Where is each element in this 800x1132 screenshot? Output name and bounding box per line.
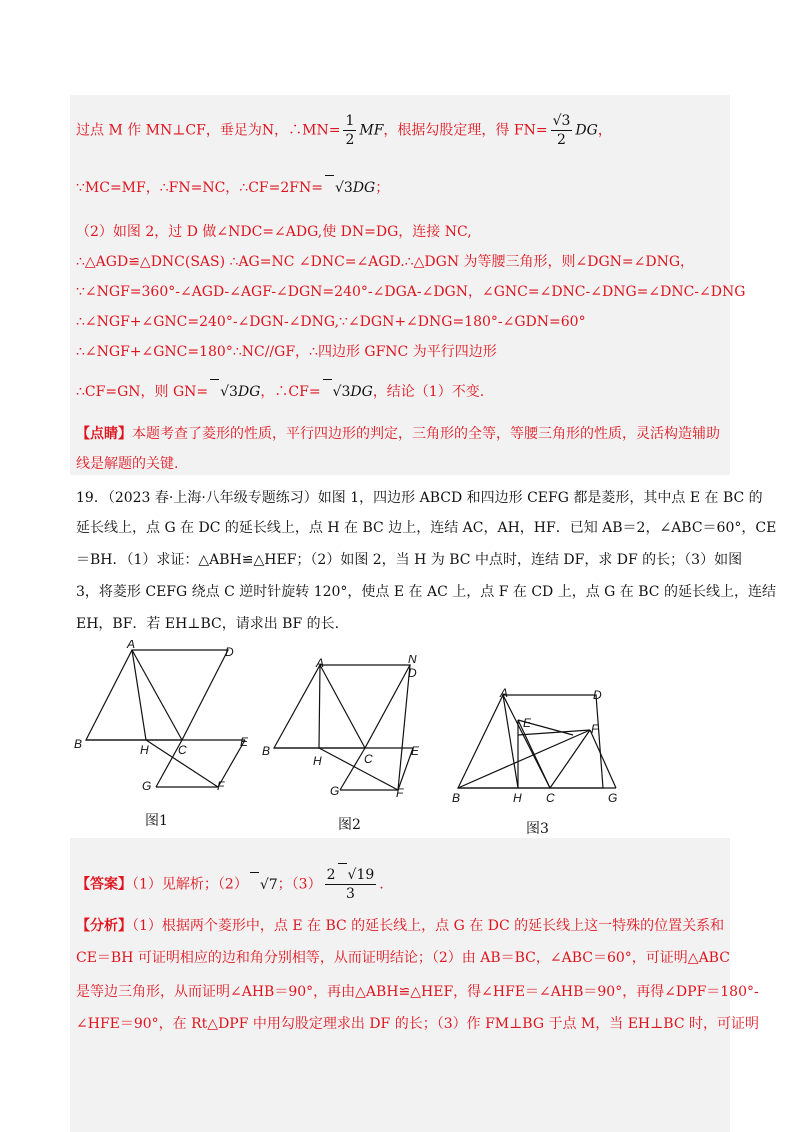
label: D <box>225 645 234 659</box>
sqrt: √3 <box>325 178 353 198</box>
text: （1）根据两个菱形中，点 E 在 BC 的延长线上，点 G 在 DC 的延长线上这一特殊的位置关系和 <box>132 918 725 934</box>
label: A <box>127 640 136 651</box>
problem-line-2: 延长线上，点 G 在 DC 的延长线上，点 H 在 BC 边上，连结 AC，AH，HF．已知 AB＝2，∠ABC＝60°，CE <box>76 520 777 536</box>
label: E <box>411 744 420 758</box>
label: A <box>316 656 325 670</box>
figure-1 <box>70 640 260 800</box>
label: C <box>364 752 373 766</box>
analysis-line-3: 是等边三角形，从而证明∠AHB＝90°，再由△ABH≌△HEF，得∠HFE＝∠AHB＝90°，再得∠DPF＝180°- <box>76 984 759 1000</box>
numerator: 1 <box>345 113 355 129</box>
text: ； <box>375 180 390 196</box>
problem-line-3: ＝BH．（1）求证：△ABH≌△HEF；（2）如图 2，当 H 为 BC 中点时，连结 DF，求 DF 的长；（3）如图 <box>76 552 743 568</box>
solution-line-6: ∴∠NGF+∠GNC=240°-∠DGN-∠DNG,∵∠DGN+∠DNG=180°-∠GDN=60° <box>76 314 586 330</box>
figure-3 <box>448 685 628 810</box>
denominator: 2 <box>557 132 566 148</box>
label: G <box>608 791 618 805</box>
analysis-line-4: ∠HFE＝90°，在 Rt△DPF 中用勾股定理求出 DF 的长；（3）作 FM⊥BG 于点 M，当 EH⊥BC 时，可证明 <box>76 1016 760 1032</box>
radicand: 19 <box>356 867 375 883</box>
sqrt: √3 <box>210 382 238 402</box>
answer-tag: 【答案】 <box>76 876 132 893</box>
sqrt: √7 <box>250 875 278 895</box>
comment-tag: 【点睛】 <box>76 426 132 442</box>
label: G <box>330 784 340 798</box>
radicand: 3 <box>341 384 351 400</box>
denominator: 3 <box>345 886 355 902</box>
problem-line-4: 3，将菱形 CEFG 绕点 C 逆时针旋转 120°，使点 E 在 AC 上，点 F 在 CD 上，点 G 在 BC 的延长线上，连结 <box>76 584 776 600</box>
text: ，结论（1）不变. <box>372 384 485 400</box>
label: D <box>593 688 602 702</box>
text: ；（3） <box>277 876 322 893</box>
solution-line-5: ∵∠NGF=360°-∠AGD-∠AGF-∠DGN=240°-∠DGA-∠DGN，∠GNC=∠DNC-∠DNG=∠DNC-∠DNG <box>76 284 746 300</box>
text: ， <box>597 122 612 139</box>
label: N <box>408 655 417 666</box>
numerator <box>325 866 377 885</box>
dg-term: DG <box>575 122 598 139</box>
figure-2 <box>258 655 438 805</box>
figure-1-caption: 图1 <box>145 813 168 829</box>
solution-line-1 <box>76 112 612 149</box>
comment-line-2: 线是解题的关键. <box>76 456 179 472</box>
label: D <box>408 666 417 680</box>
label: H <box>140 743 149 757</box>
denominator: 2 <box>345 132 355 148</box>
coefficient: 2 <box>326 867 336 883</box>
analysis-tag: 【分析】 <box>76 918 132 934</box>
label: H <box>313 754 322 768</box>
label: A <box>500 686 509 700</box>
solution-line-3: （2）如图 2，过 D 做∠NDC=∠ADG,使 DN=DG，连接 NC, <box>76 224 472 240</box>
figure-2-caption: 图2 <box>338 817 361 833</box>
radicand: 7 <box>268 876 278 893</box>
sqrt: √19 <box>338 866 375 884</box>
label: B <box>452 791 461 805</box>
text: ，根据勾股定理，得 FN= <box>383 122 548 139</box>
solution-line-2 <box>76 178 389 198</box>
figure-3-caption: 图3 <box>526 821 549 837</box>
problem-line-1: 19．（2023 春·上海·八年级专题练习）如图 1，四边形 ABCD 和四边形 CEFG 都是菱形，其中点 E 在 BC 的 <box>76 490 763 506</box>
solution-line-4: ∴△AGD≌△DNC(SAS) ∴AG=NC ∠DNC=∠AGD.∴△DGN 为等腰三角形，则∠DGN=∠DNG， <box>76 254 695 270</box>
text: ，∴CF= <box>260 384 321 400</box>
fraction <box>325 866 377 903</box>
fraction <box>551 112 573 149</box>
label: B <box>262 744 271 758</box>
comment-line-1 <box>76 424 720 444</box>
label: C <box>178 743 187 757</box>
label: B <box>74 737 83 751</box>
label: E <box>240 735 249 749</box>
mf-term: MF <box>359 122 384 139</box>
radicand: 3 <box>343 180 353 196</box>
numerator: √3 <box>552 113 571 129</box>
answer-line <box>76 866 384 903</box>
dg-term: DG <box>352 180 376 196</box>
text: （1）见解析；（2） <box>132 876 248 893</box>
label: E <box>523 716 532 730</box>
label: F <box>591 722 599 736</box>
text: 本题考查了菱形的性质，平行四边形的判定，三角形的全等，等腰三角形的性质，灵活构造辅助 <box>132 426 720 442</box>
label: F <box>217 779 225 793</box>
dg-term: DG <box>237 384 261 400</box>
solution-line-7: ∴∠NGF+∠GNC=180°∴NC//GF，∴四边形 GFNC 为平行四边形 <box>76 344 497 360</box>
sqrt: √3 <box>323 382 351 402</box>
fraction <box>343 112 356 149</box>
analysis-line-1 <box>76 916 724 936</box>
text: 过点 M 作 MN⊥CF，垂足为N，∴MN= <box>76 122 341 139</box>
label: G <box>142 779 152 793</box>
text: . <box>379 876 384 893</box>
label: F <box>396 786 404 800</box>
solution-line-8 <box>76 382 484 402</box>
label: H <box>513 791 522 805</box>
text: ∴CF=GN，则 GN= <box>76 384 209 400</box>
text: ∵MC=MF，∴FN=NC，∴CF=2FN= <box>76 180 323 196</box>
radicand: 3 <box>229 384 238 400</box>
problem-line-5: EH，BF．若 EH⊥BC，请求出 BF 的长. <box>76 616 340 632</box>
label: C <box>546 791 555 805</box>
analysis-line-2: CE＝BH 可证明相应的边和角分别相等，从而证明结论；（2）由 AB＝BC，∠ABC＝60°，可证明△ABC <box>76 950 730 966</box>
dg-term: DG <box>350 384 373 400</box>
